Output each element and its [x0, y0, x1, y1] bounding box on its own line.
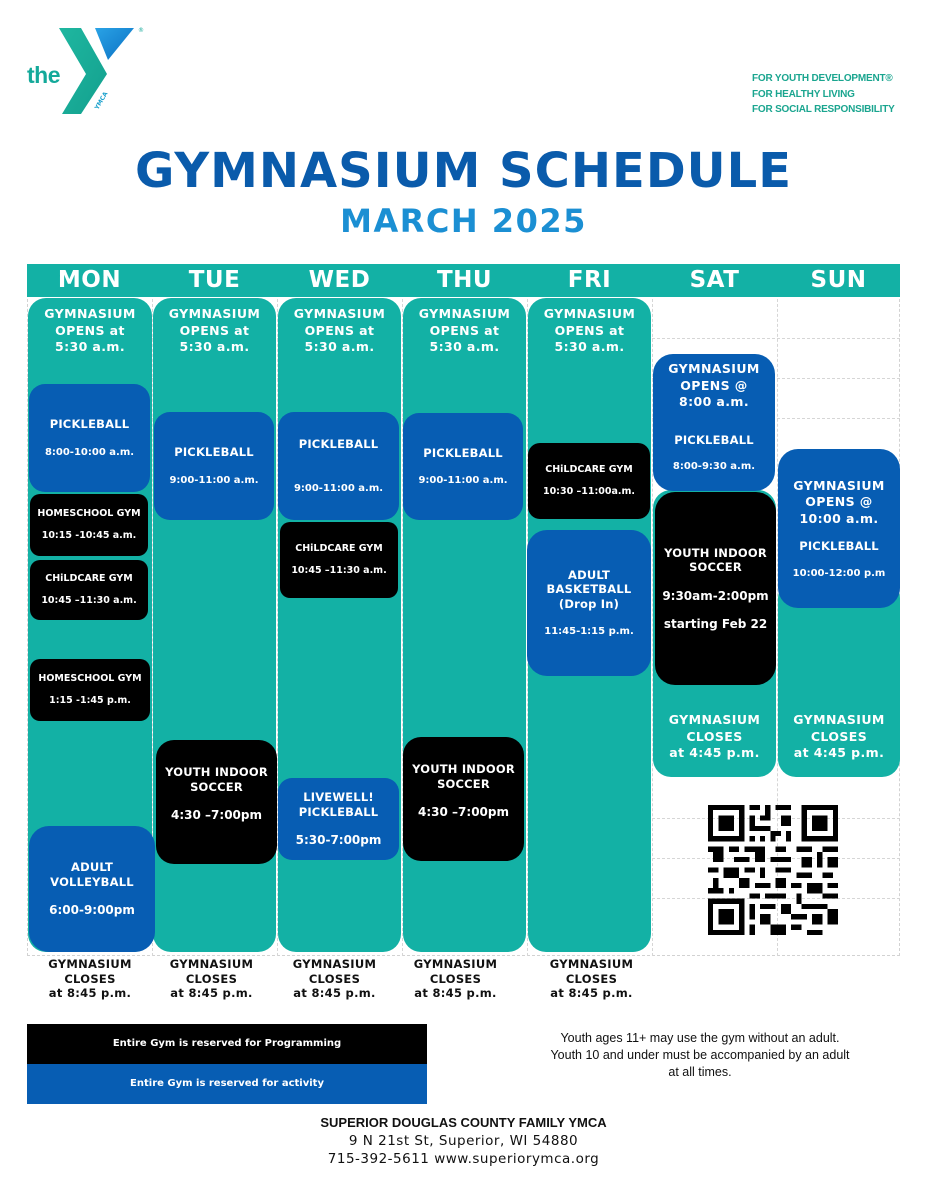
- event-mon-homeschool-gym-pm: [30, 659, 150, 721]
- close-label-fri: [530, 957, 653, 1001]
- open-label-thu: [403, 306, 526, 356]
- event-title: LIVEWELL!: [303, 790, 374, 804]
- event-title: ADULT: [70, 860, 114, 874]
- event-time: 4:30 –7:00pm: [171, 808, 262, 822]
- event-title: ADULT: [567, 567, 611, 582]
- event-time: 8:00-10:00 a.m.: [44, 446, 135, 458]
- event-title: PICKLEBALL: [423, 445, 503, 460]
- event-sun-open-pickleball: [778, 449, 900, 608]
- event-time: 9:00-11:00 a.m.: [293, 482, 384, 494]
- event-thu-youth-indoor-soccer: [403, 737, 524, 861]
- open-line: GYMNASIUM: [168, 306, 261, 321]
- event-tue-pickleball: [154, 412, 274, 520]
- event-wed-pickleball: [278, 412, 399, 520]
- event-title: HOMESCHOOL GYM: [38, 673, 142, 684]
- age-policy-note: [500, 1030, 900, 1081]
- event-title: SOCCER: [190, 779, 243, 794]
- close-label-tue: [150, 957, 273, 1001]
- tagline-line: FOR SOCIAL RESPONSIBILITY: [752, 104, 895, 115]
- note-line: at all times.: [668, 1065, 732, 1079]
- note-line: Youth ages 11+ may use the gym without an adult.: [560, 1031, 840, 1045]
- legend-programming: Entire Gym is reserved for Programming: [27, 1024, 427, 1064]
- day-header-fri: FRI: [567, 267, 612, 293]
- tagline: [752, 71, 895, 118]
- close-line: CLOSES: [308, 971, 361, 986]
- open-line: GYMNASIUM: [293, 306, 386, 321]
- open-line: 5:30 a.m.: [179, 339, 250, 354]
- close-line: GYMNASIUM: [793, 712, 885, 727]
- close-label-sun: [778, 712, 900, 762]
- event-time: 9:00-11:00 a.m.: [418, 475, 508, 487]
- event-tue-youth-indoor-soccer: [156, 740, 277, 864]
- open-line: OPENS at: [55, 322, 125, 338]
- close-line: at 8:45 p.m.: [550, 986, 633, 1000]
- open-line: OPENS at: [554, 322, 625, 338]
- close-label-thu: [394, 957, 517, 1001]
- note-line: Youth 10 and under must be accompanied by an adult: [550, 1048, 850, 1062]
- open-label-mon: [28, 306, 152, 356]
- event-title: HOMESCHOOL GYM: [37, 508, 141, 519]
- event-time: 11:45-1:15 p.m.: [544, 626, 634, 638]
- event-time: 8:00-9:30 a.m.: [672, 461, 756, 472]
- event-sat-open-pickleball: [653, 354, 775, 491]
- open-line: OPENS at: [304, 322, 375, 338]
- open-line: GYMNASIUM: [418, 306, 511, 321]
- svg-text:YMCA: YMCA: [93, 90, 110, 111]
- event-time: 9:00-11:00 a.m.: [169, 474, 259, 486]
- open-line: OPENS at: [179, 322, 250, 338]
- close-line: GYMNASIUM: [549, 957, 634, 971]
- svg-text:®: ®: [138, 27, 144, 34]
- close-line: GYMNASIUM: [413, 957, 498, 971]
- day-header-sun: SUN: [810, 267, 867, 293]
- event-mon-adult-volleyball: [29, 826, 155, 952]
- event-time: 1:15 -1:45 p.m.: [49, 695, 131, 706]
- legend-activity: Entire Gym is reserved for activity: [27, 1064, 427, 1104]
- close-line: CLOSES: [185, 971, 238, 986]
- event-title: PICKLEBALL: [174, 445, 254, 460]
- event-sat-youth-indoor-soccer: [655, 492, 776, 685]
- open-line: OPENS at: [429, 322, 500, 338]
- close-line: GYMNASIUM: [48, 957, 132, 971]
- event-mon-pickleball: [29, 384, 150, 492]
- event-time: 6:00-9:00pm: [49, 903, 135, 917]
- event-time: 4:30 –7:00pm: [418, 805, 509, 819]
- open-line: OPENS @: [680, 377, 748, 393]
- page-subtitle: MARCH 2025: [340, 202, 587, 240]
- event-title: YOUTH INDOOR: [412, 762, 515, 776]
- day-header-thu: THU: [436, 267, 493, 293]
- event-thu-pickleball: [403, 413, 523, 520]
- open-line: GYMNASIUM: [44, 306, 136, 321]
- event-note: starting Feb 22: [663, 616, 768, 631]
- footer-address: 9 N 21st St, Superior, WI 54880: [348, 1133, 579, 1149]
- event-wed-childcare-gym: [280, 522, 398, 598]
- tagline-line: FOR YOUTH DEVELOPMENT®: [752, 73, 893, 84]
- close-line: CLOSES: [565, 971, 618, 986]
- page-title: GYMNASIUM SCHEDULE: [134, 143, 793, 199]
- close-label-sat: [653, 712, 776, 762]
- open-line: 10:00 a.m.: [799, 510, 879, 526]
- open-line: GYMNASIUM: [543, 306, 636, 321]
- open-line: 8:00 a.m.: [678, 394, 749, 409]
- event-title: PICKLEBALL: [799, 539, 879, 553]
- close-label-mon: [28, 957, 152, 1001]
- close-line: at 4:45 p.m.: [793, 745, 885, 760]
- event-title: PICKLEBALL: [49, 417, 130, 432]
- close-line: CLOSES: [686, 728, 743, 744]
- event-mon-homeschool-gym: [30, 494, 148, 556]
- close-line: CLOSES: [810, 728, 868, 744]
- event-title: (Drop In): [558, 596, 620, 611]
- event-title: YOUTH INDOOR: [165, 765, 268, 779]
- event-time: 10:00-12:00 p.m: [792, 567, 886, 579]
- day-header-mon: MON: [57, 267, 122, 293]
- event-wed-livewell-pickleball: [278, 778, 399, 860]
- day-header-wed: WED: [308, 267, 371, 293]
- day-header-tue: TUE: [188, 267, 241, 293]
- event-title: SOCCER: [689, 560, 742, 574]
- close-line: GYMNASIUM: [292, 957, 377, 971]
- event-title: CHiLDCARE GYM: [545, 464, 633, 475]
- close-label-wed: [273, 957, 396, 1001]
- footer-org-name: SUPERIOR DOUGLAS COUNTY FAMILY YMCA: [320, 1115, 607, 1130]
- event-title: CHiLDCARE GYM: [295, 543, 383, 554]
- logo-the-text: the: [27, 62, 60, 88]
- event-fri-adult-basketball: [527, 530, 651, 676]
- qr-code-icon[interactable]: [708, 805, 838, 935]
- open-line: 5:30 a.m.: [54, 339, 125, 354]
- event-time: 10:45 –11:30 a.m.: [291, 565, 387, 576]
- close-line: at 4:45 p.m.: [669, 745, 760, 760]
- day-header-sat: SAT: [689, 267, 740, 293]
- day-header-row: [27, 264, 900, 297]
- close-line: CLOSES: [64, 971, 116, 986]
- ymca-y-logo-icon: [56, 24, 146, 119]
- event-mon-childcare-gym: [30, 560, 148, 620]
- open-line: OPENS @: [805, 494, 873, 509]
- close-line: at 8:45 p.m.: [48, 986, 132, 1000]
- event-title: SOCCER: [437, 776, 490, 791]
- tagline-line: FOR HEALTHY LIVING: [752, 88, 855, 100]
- event-title: PICKLEBALL: [298, 437, 379, 452]
- event-time: 10:30 –11:00a.m.: [542, 486, 636, 497]
- open-line: GYMNASIUM: [668, 361, 760, 376]
- event-time: 10:15 -10:45 a.m.: [41, 530, 137, 541]
- event-title: CHiLDCARE GYM: [45, 573, 133, 584]
- event-title: BASKETBALL: [546, 582, 632, 597]
- event-title: VOLLEYBALL: [50, 874, 134, 889]
- event-fri-childcare-gym: [528, 443, 650, 519]
- event-time: 5:30-7:00pm: [295, 833, 382, 847]
- close-line: GYMNASIUM: [169, 957, 254, 971]
- close-line: at 8:45 p.m.: [293, 986, 376, 1000]
- event-title: PICKLEBALL: [674, 432, 754, 447]
- open-line: 5:30 a.m.: [304, 339, 375, 354]
- footer-contact[interactable]: 715-392-5611 www.superiorymca.org: [327, 1151, 600, 1167]
- open-label-tue: [153, 306, 276, 356]
- event-title: PICKLEBALL: [298, 804, 379, 819]
- open-line: 5:30 a.m.: [554, 339, 625, 354]
- event-time: 9:30am-2:00pm: [662, 588, 769, 603]
- event-time: 10:45 –11:30 a.m.: [41, 595, 137, 606]
- close-line: at 8:45 p.m.: [414, 986, 497, 1000]
- open-line: GYMNASIUM: [793, 477, 885, 493]
- close-line: CLOSES: [429, 971, 482, 986]
- event-title: YOUTH INDOOR: [664, 545, 767, 560]
- open-line: 5:30 a.m.: [429, 339, 500, 354]
- close-line: GYMNASIUM: [668, 712, 761, 727]
- open-label-wed: [278, 306, 401, 356]
- open-label-fri: [528, 306, 651, 356]
- close-line: at 8:45 p.m.: [170, 986, 253, 1000]
